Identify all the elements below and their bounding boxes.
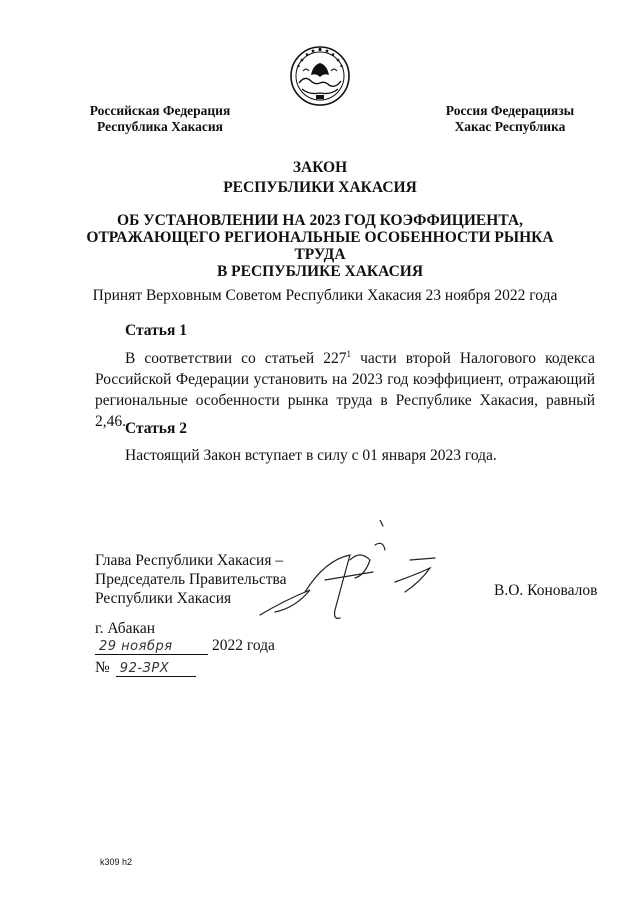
article-1-text-after: части второй Налогового кодекса Российской Федерации установить на 2023 год коэффициент, отражающий региональные особенности рынка труда в Республике Хакасия, равный 2,46. (95, 350, 595, 430)
handwritten-date: 29 ноября (95, 639, 208, 655)
document-code: k309 h2 (100, 857, 133, 867)
law-subject-line2: ОТРАЖАЮЩЕГО РЕГИОНАЛЬНЫЕ ОСОБЕННОСТИ РЫНКА ТРУДА (86, 229, 554, 263)
date-year: 2022 года (212, 637, 275, 654)
law-subject (60, 212, 580, 280)
adoption-note: Принят Верховным Советом Республики Хакасия 23 ноября 2022 года (92, 287, 558, 304)
law-title-line2: РЕСПУБЛИКИ ХАКАСИЯ (223, 179, 417, 196)
position-line3: Республики Хакасия (95, 590, 232, 607)
article-1-heading: Статья 1 (125, 322, 187, 339)
header-right-line2: Хакас Республика (454, 119, 566, 134)
header-left-line2: Республика Хакасия (97, 119, 223, 134)
coat-of-arms-emblem (289, 45, 351, 107)
header-khakas (430, 103, 590, 135)
law-subject-line3: В РЕСПУБЛИКЕ ХАКАСИЯ (216, 263, 424, 280)
article-1-superscript: 1 (346, 348, 351, 359)
law-title-line1: ЗАКОН (292, 159, 348, 176)
article-2-text: Настоящий Закон вступает в силу с 01 января 2023 года. (125, 447, 497, 464)
position-line1: Глава Республики Хакасия – (95, 552, 284, 569)
law-number-line (95, 659, 196, 677)
number-sign: № (95, 659, 110, 676)
handwritten-signature (255, 520, 455, 630)
date-line (95, 637, 275, 655)
signer-name: В.О. Коновалов (494, 582, 598, 599)
article-2-heading: Статья 2 (125, 420, 187, 437)
article-1-text-before: В соответствии со статьей 227 (125, 350, 347, 367)
header-left-line1: Российская Федерация (89, 103, 231, 118)
handwritten-law-number: 92-ЗРХ (116, 661, 196, 677)
city: г. Абакан (95, 620, 156, 637)
law-title (0, 158, 640, 198)
header-right-line1: Россия Федерациязы (445, 103, 575, 118)
header-russian (80, 103, 240, 135)
law-subject-line1: ОБ УСТАНОВЛЕНИИ НА 2023 ГОД КОЭФФИЦИЕНТА, (117, 212, 523, 229)
position-line2: Председатель Правительства (95, 571, 287, 588)
